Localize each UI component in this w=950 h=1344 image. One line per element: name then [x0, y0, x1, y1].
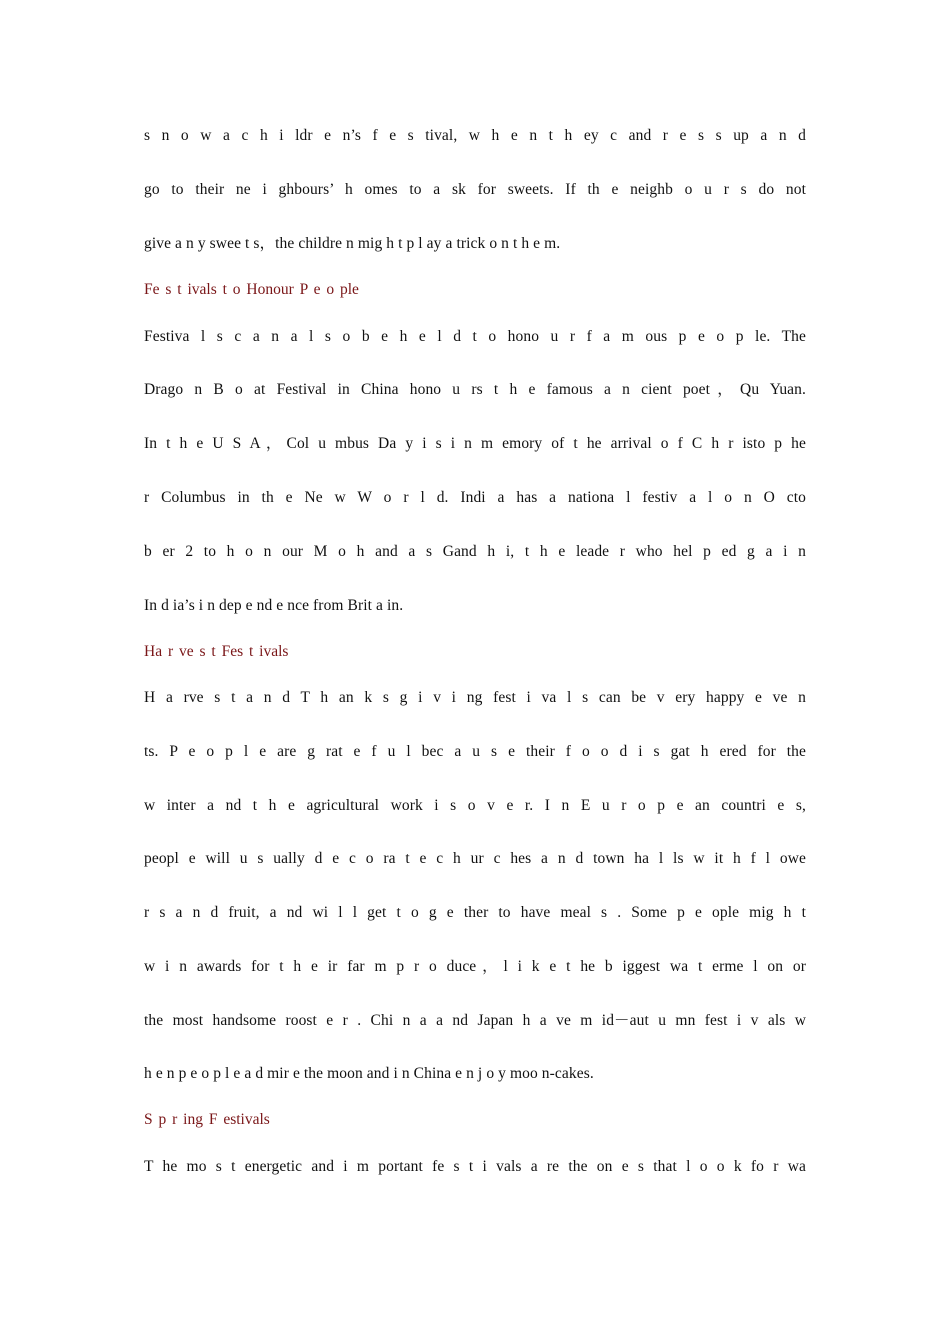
text-line: w i n awards for t h e ir far m p r o duce，l i k e t he b iggest wa t erme l on or: [144, 958, 806, 975]
text-line: Drago n B o at Festival in China hono u rs t h e famous a n cient poet，Qu Yuan.: [144, 381, 806, 398]
section-heading-spring-festivals: S p r ing F estivals: [144, 1111, 270, 1128]
section-heading-harvest-festivals: Ha r ve s t Fes t ivals: [144, 643, 289, 660]
text-line: In d ia’s i n dep e nd e nce from Brit a in.: [144, 597, 404, 614]
text-line: r s a n d fruit, a nd wi l l get t o g e ther to have meal s . Some p e ople mig h t: [144, 904, 806, 921]
text-line: H a rve s t a n d T h an k s g i v i ng fest i va l s can be v ery happy e ve n: [144, 689, 806, 706]
section-heading-festivals-to-honour-people: Fe s t ivals t o Honour P e o ple: [144, 281, 359, 298]
text-line: the most handsome roost e r . Chi n a a nd Japan h a ve m id－aut u mn fest i v als w: [144, 1012, 806, 1029]
text-line: peopl e will u s ually d e c o ra t e c h ur c hes a n d town ha l ls w it h f l owe: [144, 850, 806, 867]
text-line: In t h e U S A，Col u mbus Da y i s i n m emory of t he arrival o f C h r isto p he: [144, 435, 806, 452]
text-line: Festiva l s c a n a l s o b e h e l d t o hono u r f a m ous p e o p le. The: [144, 328, 806, 345]
text-line: go to their ne i ghbours’ h omes to a sk for sweets. If th e neighb o u r s do not: [144, 181, 806, 198]
text-line: s n o w a c h i ldr e n’s f e s tival, w h e n t h ey c and r e s s up a n d: [144, 127, 806, 144]
text-line: give a n y swee t s，the childre n mig h t p l ay a trick o n t h e m.: [144, 235, 561, 252]
text-line: T he mo s t energetic and i m portant fe s t i vals a re the on e s that l o o k fo r wa: [144, 1158, 806, 1175]
text-line: r Columbus in th e Ne w W o r l d. Indi a has a nationa l festiv a l o n O cto: [144, 489, 806, 506]
text-line: w inter a nd t h e agricultural work i s o v e r. I n E u r o p e an countri e s,: [144, 797, 806, 814]
text-line: h e n p e o p l e a d mir e the moon and i n China e n j o y moo n-cakes.: [144, 1065, 594, 1082]
text-line: b er 2 to h o n our M o h and a s Gand h i, t h e leade r who hel p ed g a i n: [144, 543, 806, 560]
text-line: ts. P e o p l e are g rat e f u l bec a u s e their f o o d i s gat h ered for the: [144, 743, 806, 760]
